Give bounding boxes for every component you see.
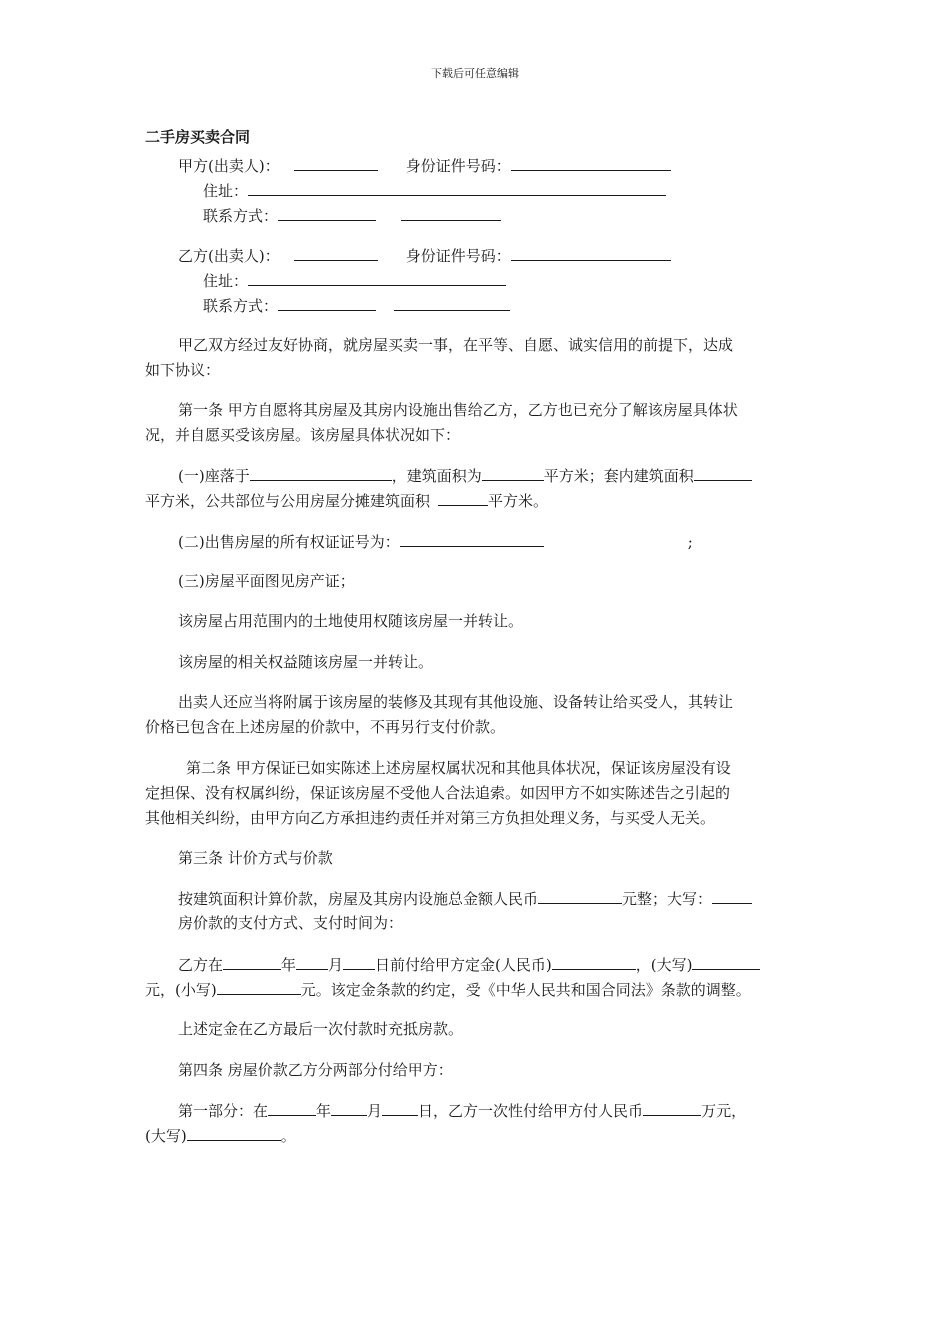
contract-title: 二手房买卖合同: [145, 128, 251, 146]
article4-part1-row-2: [145, 1125, 296, 1146]
part1-month-field[interactable]: [331, 1100, 367, 1116]
deposit-capital-label: ，(大写): [635, 956, 693, 974]
party-b-label: 乙方(出卖人)：: [178, 247, 280, 265]
fixtures-line-2: 价格已包含在上述房屋的价款中，不再另行支付价款。: [145, 718, 506, 736]
deposit-day-field[interactable]: [343, 954, 375, 970]
party-b-id-field[interactable]: [511, 245, 671, 261]
part1-day-field[interactable]: [382, 1100, 418, 1116]
party-b-address-label: 住址：: [203, 272, 249, 290]
article1-item3: (三)房屋平面图见房产证；: [178, 572, 355, 590]
item1-shared-area-label: 平方米，公共部位与公用房屋分摊建筑面积: [145, 492, 431, 510]
deposit-month-field[interactable]: [296, 954, 328, 970]
shared-area-field[interactable]: [438, 490, 488, 506]
part1-capital-field[interactable]: [187, 1125, 281, 1141]
party-b-contact-field-2[interactable]: [394, 295, 510, 311]
party-a-contact-row: [203, 205, 501, 226]
deposit-month-label: 月: [328, 956, 344, 974]
ownership-cert-field[interactable]: [400, 531, 544, 547]
party-a-id-field[interactable]: [511, 155, 671, 171]
party-a-address-row: [203, 180, 666, 201]
price-capital-field[interactable]: [712, 888, 752, 904]
deposit-amount-field[interactable]: [552, 954, 636, 970]
party-b-address-row: [203, 270, 506, 291]
party-a-contact-field-2[interactable]: [401, 205, 501, 221]
party-a-id-label: 身份证件号码：: [405, 157, 511, 175]
article1-line-1: 第一条 甲方自愿将其房屋及其房内设施出售给乙方，乙方也已充分了解该房屋具体状: [178, 401, 738, 419]
deposit-capital-field[interactable]: [692, 954, 760, 970]
land-use-clause: 该房屋占用范围内的土地使用权随该房屋一并转让。: [178, 612, 524, 630]
building-area-field[interactable]: [482, 465, 544, 481]
party-b-id-label: 身份证件号码：: [405, 247, 511, 265]
party-a-label: 甲方(出卖人)：: [178, 157, 280, 175]
item2-label: (二)出售房屋的所有权证证号为：: [178, 533, 400, 551]
article1-item1-row-2: [145, 490, 548, 511]
party-a-row: [178, 155, 671, 176]
part1-month-label: 月: [367, 1102, 383, 1120]
part1-unit-label: 万元，: [701, 1102, 747, 1120]
article4-part1-row: [178, 1100, 746, 1121]
article1-item2-row: [178, 531, 693, 552]
item1-area-label: ，建筑面积为: [391, 467, 482, 485]
deposit-year-field[interactable]: [223, 954, 281, 970]
article4-heading: 第四条 房屋价款乙方分两部分付给甲方：: [178, 1061, 453, 1079]
article1-item1-row: [178, 465, 752, 486]
part1-period: 。: [280, 1127, 296, 1145]
part1-payment-label: 日，乙方一次性付给甲方付人民币: [418, 1102, 644, 1120]
party-a-address-label: 住址：: [203, 182, 249, 200]
part1-label: 第一部分：在: [178, 1102, 269, 1120]
item2-semicolon: ;: [687, 533, 693, 551]
party-a-address-field[interactable]: [248, 180, 666, 196]
header-note: 下载后可任意编辑: [431, 67, 519, 80]
part1-year-field[interactable]: [268, 1100, 316, 1116]
deposit-row-2: [145, 979, 751, 1000]
part1-year-label: 年: [316, 1102, 332, 1120]
intro-line-2: 如下协议：: [145, 361, 221, 379]
inner-area-field[interactable]: [694, 465, 752, 481]
payment-method-label: 房价款的支付方式、支付时间为：: [178, 914, 404, 932]
party-b-name-field[interactable]: [294, 245, 378, 261]
deposit-year-label: 年: [281, 956, 297, 974]
party-b-contact-label: 联系方式：: [203, 297, 279, 315]
total-price-field[interactable]: [538, 888, 622, 904]
article1-line-2: 况，并自愿买受该房屋。该房屋具体状况如下：: [145, 426, 461, 444]
deposit-small-label: 元，(小写): [145, 981, 217, 999]
price-capital-label: 元整；大写：: [622, 890, 713, 908]
item1-inner-area-label: 平方米；套内建筑面积: [543, 467, 694, 485]
party-a-name-field[interactable]: [294, 155, 378, 171]
deposit-offset-clause: 上述定金在乙方最后一次付款时充抵房款。: [178, 1020, 464, 1038]
intro-line-1: 甲乙双方经过友好协商，就房屋买卖一事，在平等、自愿、诚实信用的前提下，达成: [178, 336, 734, 354]
part1-amount-field[interactable]: [643, 1100, 701, 1116]
article3-price-row: [178, 888, 752, 909]
deposit-row: [178, 954, 760, 975]
party-b-contact-field-1[interactable]: [278, 295, 376, 311]
rights-clause: 该房屋的相关权益随该房屋一并转让。: [178, 653, 434, 671]
part1-capital-label: (大写): [145, 1127, 187, 1145]
location-field[interactable]: [250, 465, 392, 481]
party-b-row: [178, 245, 671, 266]
article3-heading: 第三条 计价方式与价款: [178, 849, 333, 867]
item1-unit-label: 平方米。: [488, 492, 549, 510]
price-label: 按建筑面积计算价款，房屋及其房内设施总金额人民币: [178, 890, 539, 908]
deposit-clause-text: 元。该定金条款的约定，受《中华人民共和国合同法》条款的调整。: [300, 981, 751, 999]
deposit-label: 乙方在: [178, 956, 224, 974]
article2-line-2: 定担保、没有权属纠纷，保证该房屋不受他人合法追索。如因甲方不如实陈述告之引起的: [145, 784, 731, 802]
party-a-contact-field-1[interactable]: [278, 205, 376, 221]
deposit-small-field[interactable]: [217, 979, 301, 995]
article2-line-1: 第二条 甲方保证已如实陈述上述房屋权属状况和其他具体状况，保证该房屋没有设: [186, 759, 731, 777]
item1-label: (一)座落于: [178, 467, 250, 485]
party-b-contact-row: [203, 295, 510, 316]
fixtures-line-1: 出卖人还应当将附属于该房屋的装修及其现有其他设施、设备转让给买受人，其转让: [178, 693, 734, 711]
deposit-amount-label: 日前付给甲方定金(人民币): [375, 956, 552, 974]
article2-line-3: 其他相关纠纷，由甲方向乙方承担违约责任并对第三方负担处理义务，与买受人无关。: [145, 809, 716, 827]
party-a-contact-label: 联系方式：: [203, 207, 279, 225]
party-b-address-field[interactable]: [248, 270, 506, 286]
